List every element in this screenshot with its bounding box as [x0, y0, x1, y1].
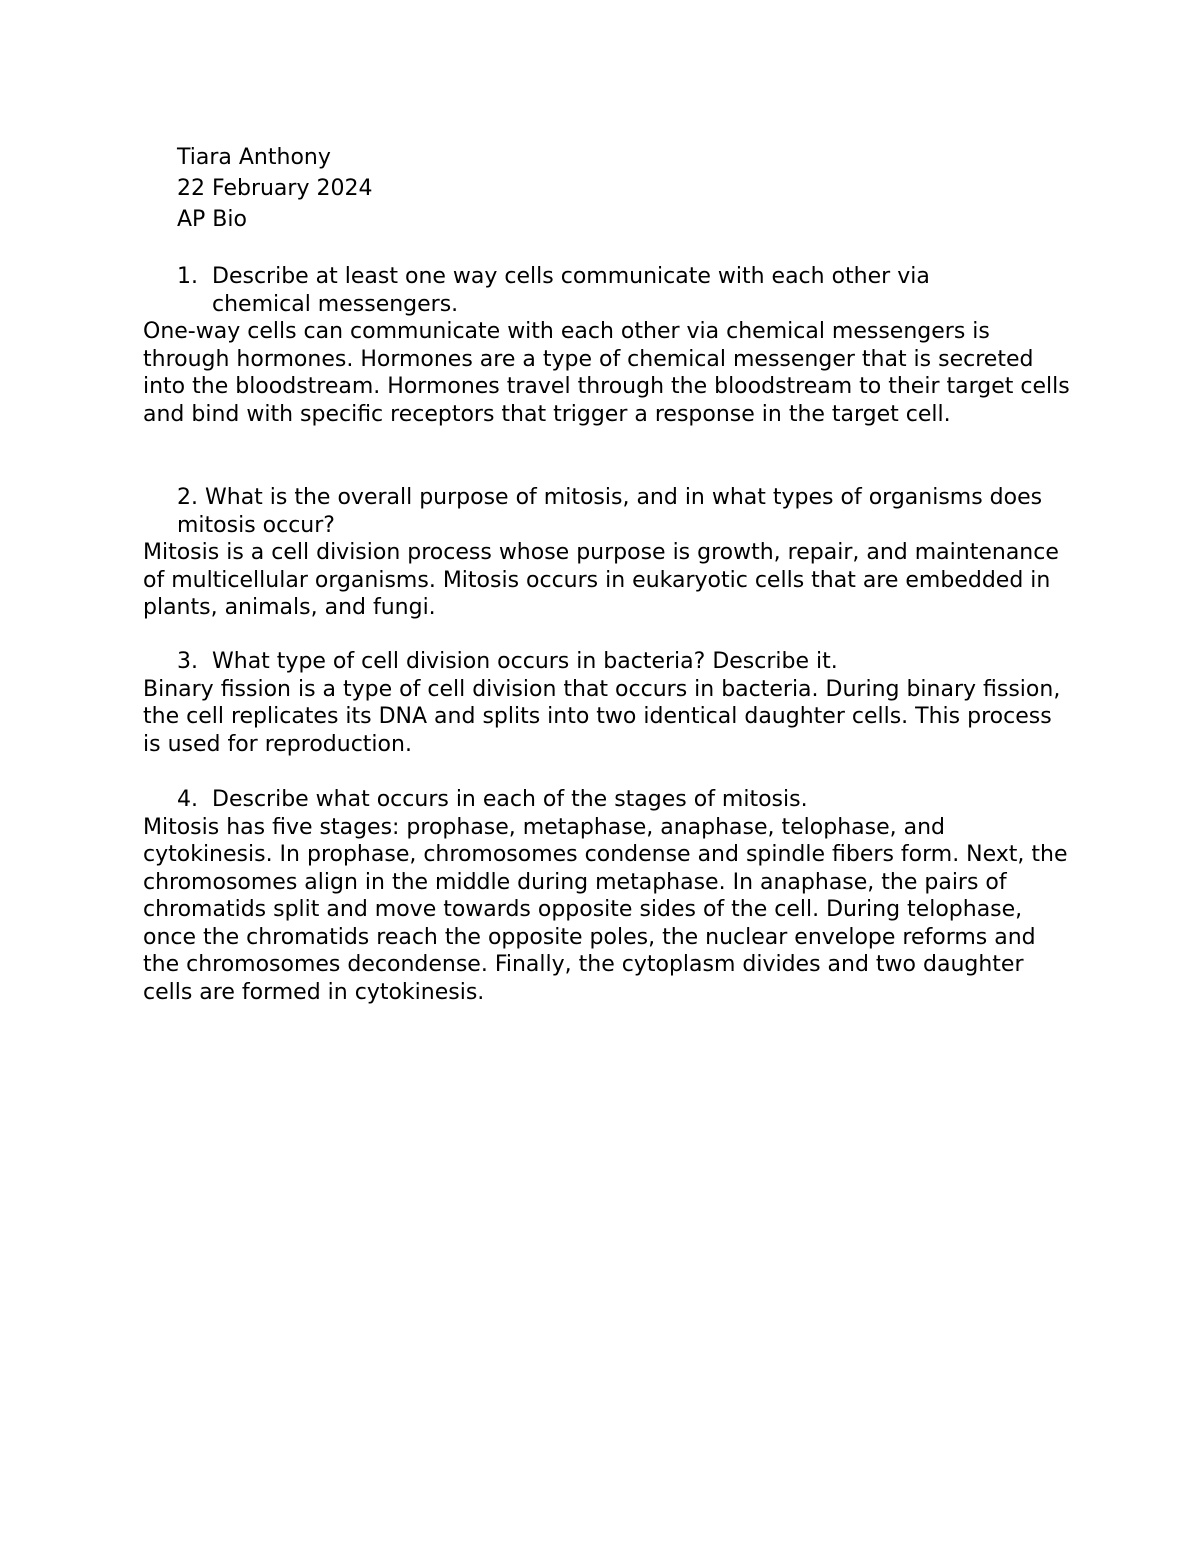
answer-3: Binary fission is a type of cell division that occurs in bacteria. During binary fission, the cell replicates its DNA and splits into two identical daughter cells. This process is used for reproduction. [143, 676, 1061, 757]
question-number: 2. [177, 485, 198, 510]
question-block-3 [143, 648, 1073, 758]
question-text: What is the overall purpose of mitosis, and in what types of organisms does mitosis occur? [177, 485, 1043, 538]
question-text: What type of cell division occurs in bacteria? Describe it. [212, 649, 838, 674]
question-text: Describe at least one way cells communicate with each other via chemical messengers. [212, 264, 930, 317]
question-2 [143, 484, 1073, 539]
question-block-1 [143, 263, 1073, 428]
document-header [177, 142, 372, 235]
question-number: 1. [177, 264, 198, 289]
answer-1: One-way cells can communicate with each other via chemical messengers is through hormones. Hormones are a type of chemical messenger that is secreted into the bloodstream. Hormones travel through the bloodstream to their target cells and bind with specific receptors that trigger a response in the target cell. [143, 319, 1070, 427]
question-1 [143, 263, 1073, 318]
question-text: Describe what occurs in each of the stages of mitosis. [212, 787, 808, 812]
question-number: 3. [177, 649, 198, 674]
question-block-4 [143, 786, 1073, 1006]
document-date: 22 February 2024 [177, 176, 373, 201]
answer-2: Mitosis is a cell division process whose purpose is growth, repair, and maintenance of multicellular organisms. Mitosis occurs in eukaryotic cells that are embedded in plants, animals, and fungi. [143, 540, 1059, 620]
question-4 [143, 786, 1073, 814]
question-block-2 [143, 484, 1073, 622]
answer-4: Mitosis has five stages: prophase, metaphase, anaphase, telophase, and cytokinesis. In prophase, chromosomes condense and spindle fibers form. Next, the chromosomes align in the middle during metaphase. In anaphase, the pairs of chromatids split and move towards opposite sides of the cell. During telophase, once the chromatids reach the opposite poles, the nuclear envelope reforms and the chromosomes decondense. Finally, the cytoplasm divides and two daughter cells are formed in cytokinesis. [143, 814, 1068, 1005]
student-name: Tiara Anthony [177, 145, 331, 170]
question-number: 4. [177, 787, 198, 812]
course-name: AP Bio [177, 207, 247, 232]
question-3 [143, 648, 1073, 676]
